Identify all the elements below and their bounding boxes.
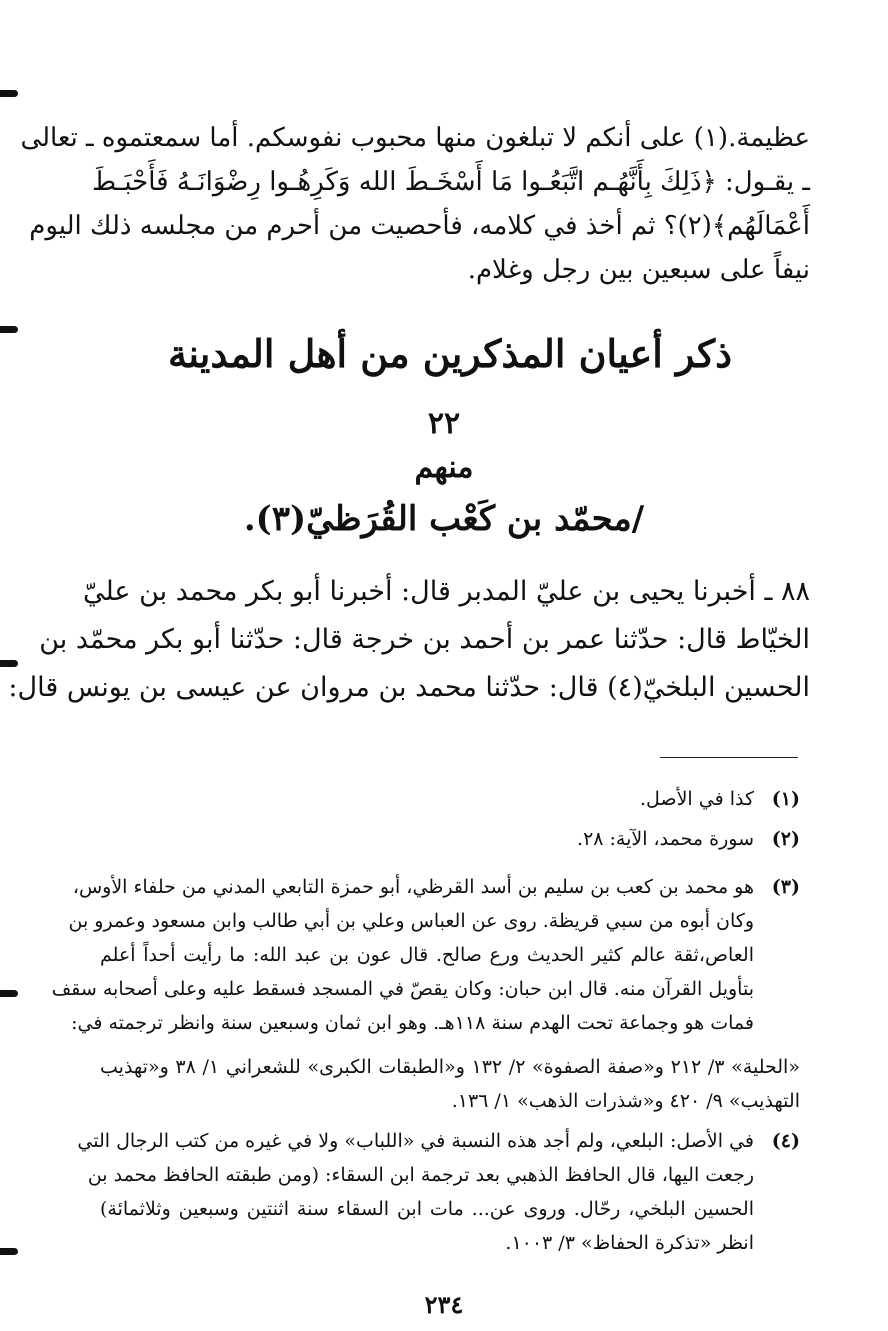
footnote xyxy=(51,870,800,1112)
footnote-number: (٣) xyxy=(771,876,800,898)
footnote-line: في الأصل: البلعي، ولم أجد هذه النسبة في «اللباب» ولا في غيره من كتب الرجال التي xyxy=(77,1130,754,1152)
entry-name: /محمّد بن كَعْب القُرَظيّ(٣). xyxy=(243,499,645,539)
entry-heading: منهم xyxy=(414,450,474,485)
body-line: ـ يقـول: ﴿ذَلِكَ بِأَنَّهُـم اتَّبَعُـوا مَا أَسْخَـطَ الله وَكَرِهُـوا رِضْوَانَـهُ فَأَحْبَـطَ xyxy=(92,167,810,197)
footnote-text xyxy=(77,1124,754,1264)
report-line: الحسين البلخيّ(٤) قال: حدّثنا محمد بن مروان عن عيسى بن يونس قال: xyxy=(8,672,810,703)
footnote-line: التهذيب» ٩/ ٤٢٠ و«شذرات الذهب» ١/ ١٣٦. xyxy=(451,1090,800,1112)
footnote-line: وكان أبوه من سبي قريظة. روى عن العباس وعلي بن أبي طالب وابن مسعود وعمرو بن xyxy=(68,910,754,932)
section-title: ذكر أعيان المذكرين من أهل المدينة xyxy=(167,331,733,376)
footnote xyxy=(77,1124,800,1264)
scan-margin-mark xyxy=(0,90,18,97)
page-number: ٢٣٤ xyxy=(424,1290,464,1319)
footnote-number: (٢) xyxy=(771,828,800,850)
footnote-text xyxy=(100,822,754,856)
footnote-line: بتأويل القرآن منه. قال ابن حبان: وكان يقصّ في المسجد فسقط عليه وعلى أصحابه سقف xyxy=(51,978,754,1000)
body-line: عظيمة.(١) على أنكم لا تبلغون منها محبوب نفوسكم. أما سمعتموه ـ تعالى xyxy=(20,123,810,153)
body-line: أَعْمَالَهُم﴾(٢)؟ ثم أخذ في كلامه، فأحصيت من أحرم من مجلسه ذلك اليوم xyxy=(29,211,810,241)
footnote-line: كذا في الأصل. xyxy=(640,788,754,810)
footnote-line: الحسين البلخي، رحّال. وروى عن... مات ابن السقاء سنة اثنتين وسبعين وثلاثمائة) xyxy=(100,1198,754,1220)
scan-margin-mark xyxy=(0,326,18,333)
footnote xyxy=(100,822,800,856)
footnote-number: (١) xyxy=(771,788,800,810)
scan-margin-mark xyxy=(0,1248,18,1255)
entry-number: ٢٢ xyxy=(427,406,461,441)
report-line: الخيّاط قال: حدّثنا عمر بن أحمد بن خرجة قال: حدّثنا أبو بكر محمّد بن xyxy=(39,624,810,655)
report-line: ٨٨ ـ أخبرنا يحيى بن عليّ المدبر قال: أخبرنا أبو بكر محمد بن عليّ xyxy=(82,576,810,607)
footnote-text xyxy=(100,782,754,816)
footnote-line: فمات هو وجماعة تحت الهدم سنة ١١٨هـ. وهو ابن ثمان وسبعين سنة وانظر ترجمته في: xyxy=(71,1012,754,1034)
footnote-line: رجعت اليها، قال الحافظ الذهبي بعد ترجمة ابن السقاء: (ومن طبقته الحافظ محمد بن xyxy=(87,1164,754,1186)
footnote-divider xyxy=(660,757,798,758)
footnote-line: «الحلية» ٣/ ٢١٢ و«صفة الصفوة» ٢/ ١٣٢ و«الطبقات الكبرى» للشعراني ١/ ٣٨ و«تهذيب xyxy=(100,1056,800,1078)
scan-margin-mark xyxy=(0,990,18,997)
footnote-line: هو محمد بن كعب بن سليم بن أسد القرظي، أبو حمزة التابعي المدني من حلفاء الأوس، xyxy=(72,876,754,898)
footnote-line: العاص،ثقة عالم كثير الحديث ورع صالح. قال عون بن عبد الله: ما رأيت أحداً أعلم xyxy=(100,944,754,966)
footnote-line: انظر «تذكرة الحفاظ» ٣/ ١٠٠٣. xyxy=(505,1232,754,1254)
footnote xyxy=(100,782,800,816)
footnote-line: سورة محمد، الآية: ٢٨. xyxy=(577,828,754,850)
footnote-number: (٤) xyxy=(771,1130,800,1152)
body-line: نيفاً على سبعين بين رجل وغلام. xyxy=(467,255,810,285)
